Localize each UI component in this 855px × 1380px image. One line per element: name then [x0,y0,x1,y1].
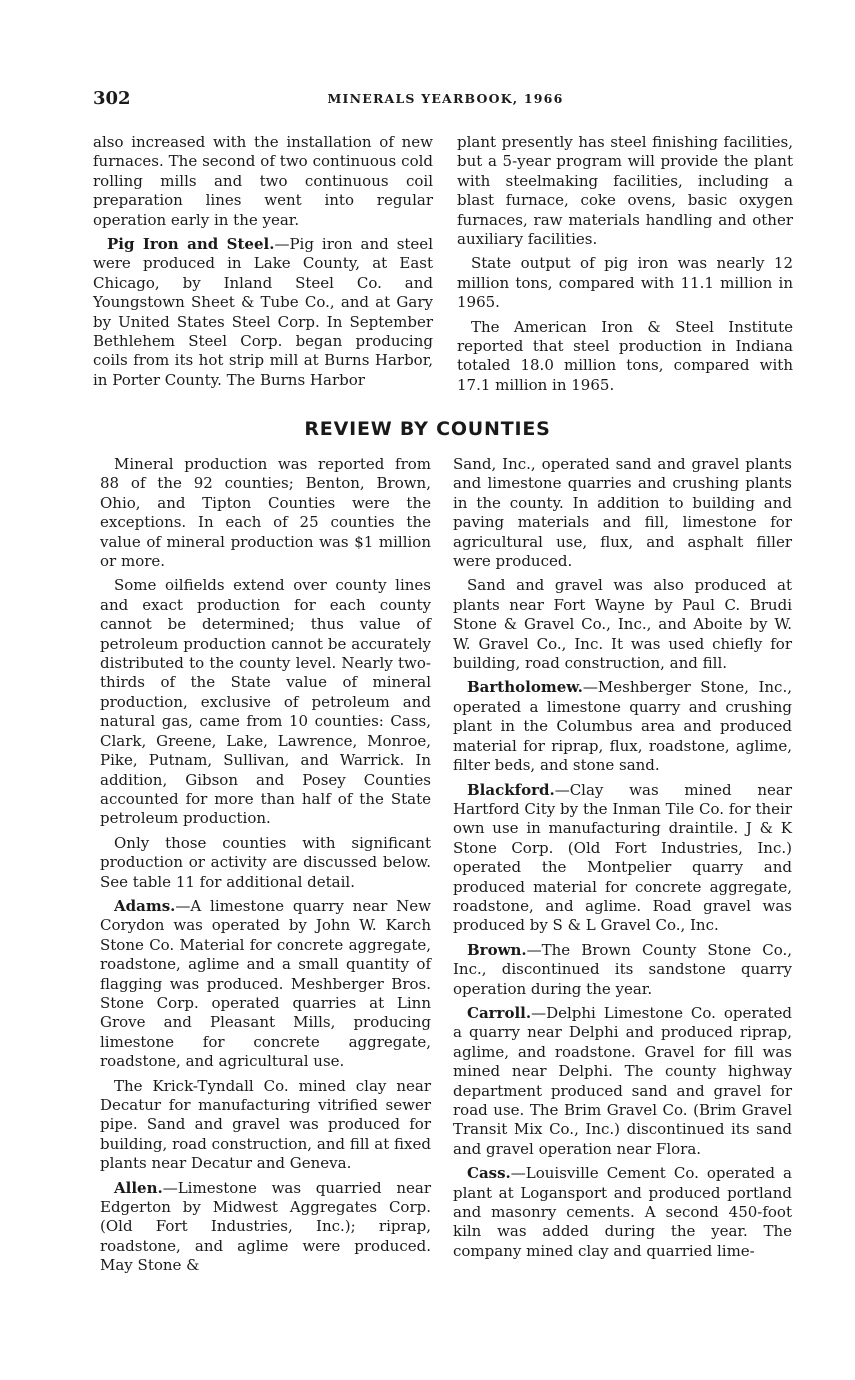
county-entry-blackford [453,781,792,936]
paragraph: also increased with the installation of new furnaces. The second of two continuous cold rolling mills and two continuous coil preparation lines went into regular operation early in the year. [93,133,433,229]
paragraph: The Krick-Tyndall Co. mined clay near Decatur for manufacturing vitrified sewer pipe. Sand and gravel was produced for building, road construction, and fill at fixed plants near Decatur and Geneva. [100,1076,431,1173]
page-number: 302 [93,88,131,109]
county-entry-brown [453,941,792,999]
county-heading: Brown. [467,940,527,959]
paragraph-body: —Meshberger Stone, Inc., operated a limestone quarry and crushing plant in the Columbus area and produced material for riprap, flux, roadstone, aglime, filter beds, and stone sand. [453,678,792,775]
paragraph: Only those counties with significant production or activity are discussed below. See table 11 for additional detail. [100,833,431,891]
paragraph: The American Iron & Steel Institute reported that steel production in Indiana totaled 18.0 million tons, compared with 17.1 million in 1965. [457,317,793,394]
running-title: MINERALS YEARBOOK, 1966 [327,91,564,106]
paragraph [93,235,433,390]
paragraph-body: —A limestone quarry near New Corydon was operated by John W. Karch Stone Co. Material for concrete aggregate, roadstone, aglime and a small quantity of flagging was produced. Meshberger Bros. Stone Corp. operated quarries at Linn Grove and Pleasant Mills, producing limestone for concrete aggregate, roadstone, and agricultural use. [100,896,431,1071]
county-heading: Adams. [114,896,176,915]
paragraph-body: —Pig iron and steel were produced in Lake County, at East Chicago, by Inland Steel Co. and Youngstown Sheet & Tube Co., and at Gary by United States Steel Corp. In September Bethlehem Steel Corp. began producing coils from its hot strip mill at Burns Harbor, in Porter County. The Burns Harbor [93,235,433,389]
county-heading: Cass. [467,1164,511,1183]
paragraph: plant presently has steel finishing facilities, but a 5-year program will provide the plant with steelmaking facilities, including a blast furnace, coke ovens, basic oxygen furnaces, raw materials handling and other auxiliary facilities. [457,133,793,249]
county-heading: Bartholomew. [467,678,583,697]
paragraph-body: —The Brown County Stone Co., Inc., discontinued its sandstone quarry operation during the year. [453,940,792,998]
paragraph: Sand and gravel was also produced at plants near Fort Wayne by Paul C. Brudi Stone & Gravel Co., Inc., and Aboite by W. W. Gravel Co., Inc. It was used chiefly for building, road construction, and fill. [453,576,792,673]
county-heading: Blackford. [467,780,555,799]
paragraph: Sand, Inc., operated sand and gravel plants and limestone quarries and crushing plants in the county. In addition to building and paving materials and fill, limestone for agricultural use, flux, and asphalt filler were produced. [453,455,792,571]
county-entry-bartholomew [453,678,792,775]
county-entry-adams [100,897,431,1072]
paragraph-body: —Delphi Limestone Co. operated a quarry near Delphi and produced riprap, aglime, and roadstone. Gravel for fill was mined near Delphi. The county highway department produced sand and gravel for road use. The Brim Gravel Co. (Brim Gravel Transit Mix Co., Inc.) discontinued its sand and gravel operation near Flora. [453,1003,792,1158]
paragraph: Mineral production was reported from 88 of the 92 counties; Benton, Brown, Ohio, and Tipton Counties were the exceptions. In each of 25 counties the value of mineral production was $1 million or more. [100,455,431,571]
paragraph: State output of pig iron was nearly 12 million tons, compared with 11.1 million in 1965. [457,254,793,312]
paragraph-body: —Limestone was quarried near Edgerton by Midwest Aggregates Corp. (Old Fort Industries, Inc.); riprap, roadstone, and aglime were produced. May Stone & [100,1178,431,1275]
left-column [100,455,431,1281]
county-entry-carroll [453,1004,792,1159]
page-header [93,88,798,112]
section-heading: REVIEW BY COUNTIES [304,418,551,440]
paragraph: Some oilfields extend over county lines and exact production for each county cannot be determined; thus value of petroleum production cannot be accurately distributed to the county level. Nearly two-thirds of the State value of mineral production, exclusive of petroleum and natural gas, came from 10 counties: Cass, Clark, Greene, Lake, Lawrence, Monroe, Pike, Putnam, Sullivan, and Warrick. In addition, Gibson and Posey Counties accounted for more than half of the State petroleum production. [100,576,431,828]
right-column [453,455,792,1266]
run-in-heading: Pig Iron and Steel. [107,235,275,254]
top-left-column [93,133,433,395]
county-entry-allen [100,1179,431,1276]
paragraph-body: —Clay was mined near Hartford City by the Inman Tile Co. for their own use in manufacturing draintile. J & K Stone Corp. (Old Fort Industries, Inc.) operated the Montpelier quarry and produced material for concrete aggregate, roadstone, and aglime. Road gravel was produced by S & L Gravel Co., Inc. [453,780,792,935]
county-heading: Allen. [114,1178,163,1197]
county-heading: Carroll. [467,1003,532,1022]
county-entry-cass [453,1164,792,1261]
paragraph-body: —Louisville Cement Co. operated a plant at Logansport and produced portland and masonry cements. A second 450-foot kiln was added during the year. The company mined clay and quarried lime- [453,1164,792,1260]
top-right-column [457,133,793,400]
